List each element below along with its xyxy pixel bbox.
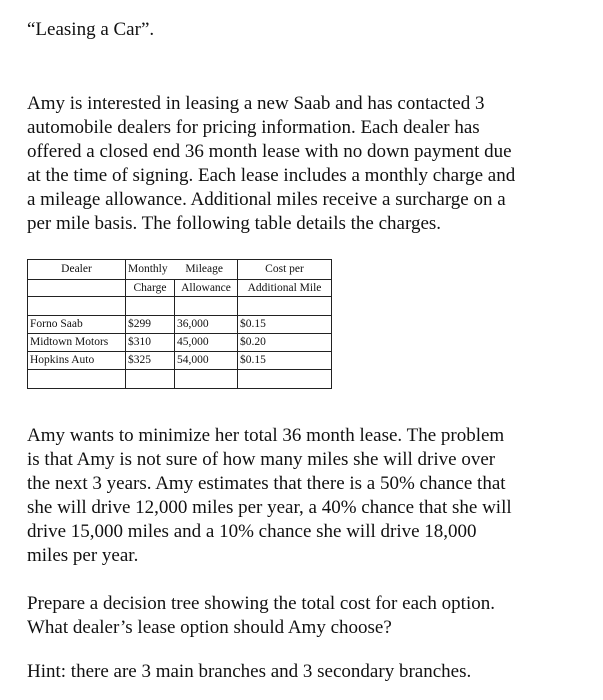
problem-line: the next 3 years. Amy estimates that there is a 50% chance that bbox=[27, 473, 506, 494]
intro-line: a mileage allowance. Additional miles receive a surcharge on a bbox=[27, 189, 506, 210]
header-additional-mile: Additional Mile bbox=[238, 280, 332, 297]
table-blank-row bbox=[28, 297, 332, 316]
mileage-cell: 54,000 bbox=[175, 352, 238, 370]
hint-line: Hint: there are 3 main branches and 3 secondary branches. bbox=[27, 661, 472, 682]
table-cell bbox=[175, 370, 238, 389]
monthly-cell: $310 bbox=[126, 334, 175, 352]
header-charge: Charge bbox=[126, 280, 175, 297]
table-cell bbox=[28, 280, 126, 297]
intro-line: offered a closed end 36 month lease with no down payment due bbox=[27, 141, 512, 162]
header-dealer: Dealer bbox=[28, 260, 126, 280]
task-paragraph bbox=[27, 592, 495, 640]
monthly-cell: $299 bbox=[126, 316, 175, 334]
cost-cell: $0.15 bbox=[238, 352, 332, 370]
mileage-cell: 36,000 bbox=[175, 316, 238, 334]
header-monthly-mileage bbox=[126, 260, 238, 280]
problem-line: she will drive 12,000 miles per year, a 40% chance that she will bbox=[27, 497, 512, 518]
cost-cell: $0.15 bbox=[238, 316, 332, 334]
intro-line: per mile basis. The following table details the charges. bbox=[27, 213, 442, 234]
header-monthly: Monthly bbox=[128, 263, 168, 275]
table-row bbox=[28, 316, 332, 334]
table-cell bbox=[28, 297, 126, 316]
problem-line: is that Amy is not sure of how many miles she will drive over bbox=[27, 449, 496, 470]
problem-line: Amy wants to minimize her total 36 month lease. The problem bbox=[27, 425, 505, 446]
dealer-cell: Hopkins Auto bbox=[28, 352, 126, 370]
table-row bbox=[28, 352, 332, 370]
intro-line: Amy is interested in leasing a new Saab and has contacted 3 bbox=[27, 93, 485, 114]
hint-paragraph bbox=[27, 660, 471, 684]
header-cost-per: Cost per bbox=[238, 260, 332, 280]
intro-line: automobile dealers for pricing information. Each dealer has bbox=[27, 117, 480, 138]
table-row bbox=[28, 334, 332, 352]
task-line: Prepare a decision tree showing the total cost for each option. bbox=[27, 593, 495, 614]
intro-line: at the time of signing. Each lease includes a monthly charge and bbox=[27, 165, 516, 186]
cost-cell: $0.20 bbox=[238, 334, 332, 352]
problem-paragraph bbox=[27, 424, 512, 568]
document-title: “Leasing a Car”. bbox=[27, 19, 155, 40]
lease-table-container bbox=[27, 259, 331, 397]
task-line: What dealer’s lease option should Amy choose? bbox=[27, 617, 392, 638]
dealer-cell: Midtown Motors bbox=[28, 334, 126, 352]
lease-charges-table bbox=[27, 259, 332, 389]
table-cell bbox=[126, 370, 175, 389]
table-cell bbox=[126, 297, 175, 316]
problem-line: drive 15,000 miles and a 10% chance she will drive 18,000 bbox=[27, 521, 477, 542]
table-cell bbox=[28, 370, 126, 389]
problem-line: miles per year. bbox=[27, 545, 139, 566]
table-cell bbox=[238, 297, 332, 316]
table-blank-row bbox=[28, 370, 332, 389]
mileage-cell: 45,000 bbox=[175, 334, 238, 352]
table-subheader-row bbox=[28, 280, 332, 297]
dealer-cell: Forno Saab bbox=[28, 316, 126, 334]
header-allowance: Allowance bbox=[175, 280, 238, 297]
table-header-row bbox=[28, 260, 332, 280]
intro-paragraph bbox=[27, 92, 515, 236]
table-cell bbox=[175, 297, 238, 316]
table-cell bbox=[238, 370, 332, 389]
header-mileage: Mileage bbox=[185, 263, 223, 275]
monthly-cell: $325 bbox=[126, 352, 175, 370]
